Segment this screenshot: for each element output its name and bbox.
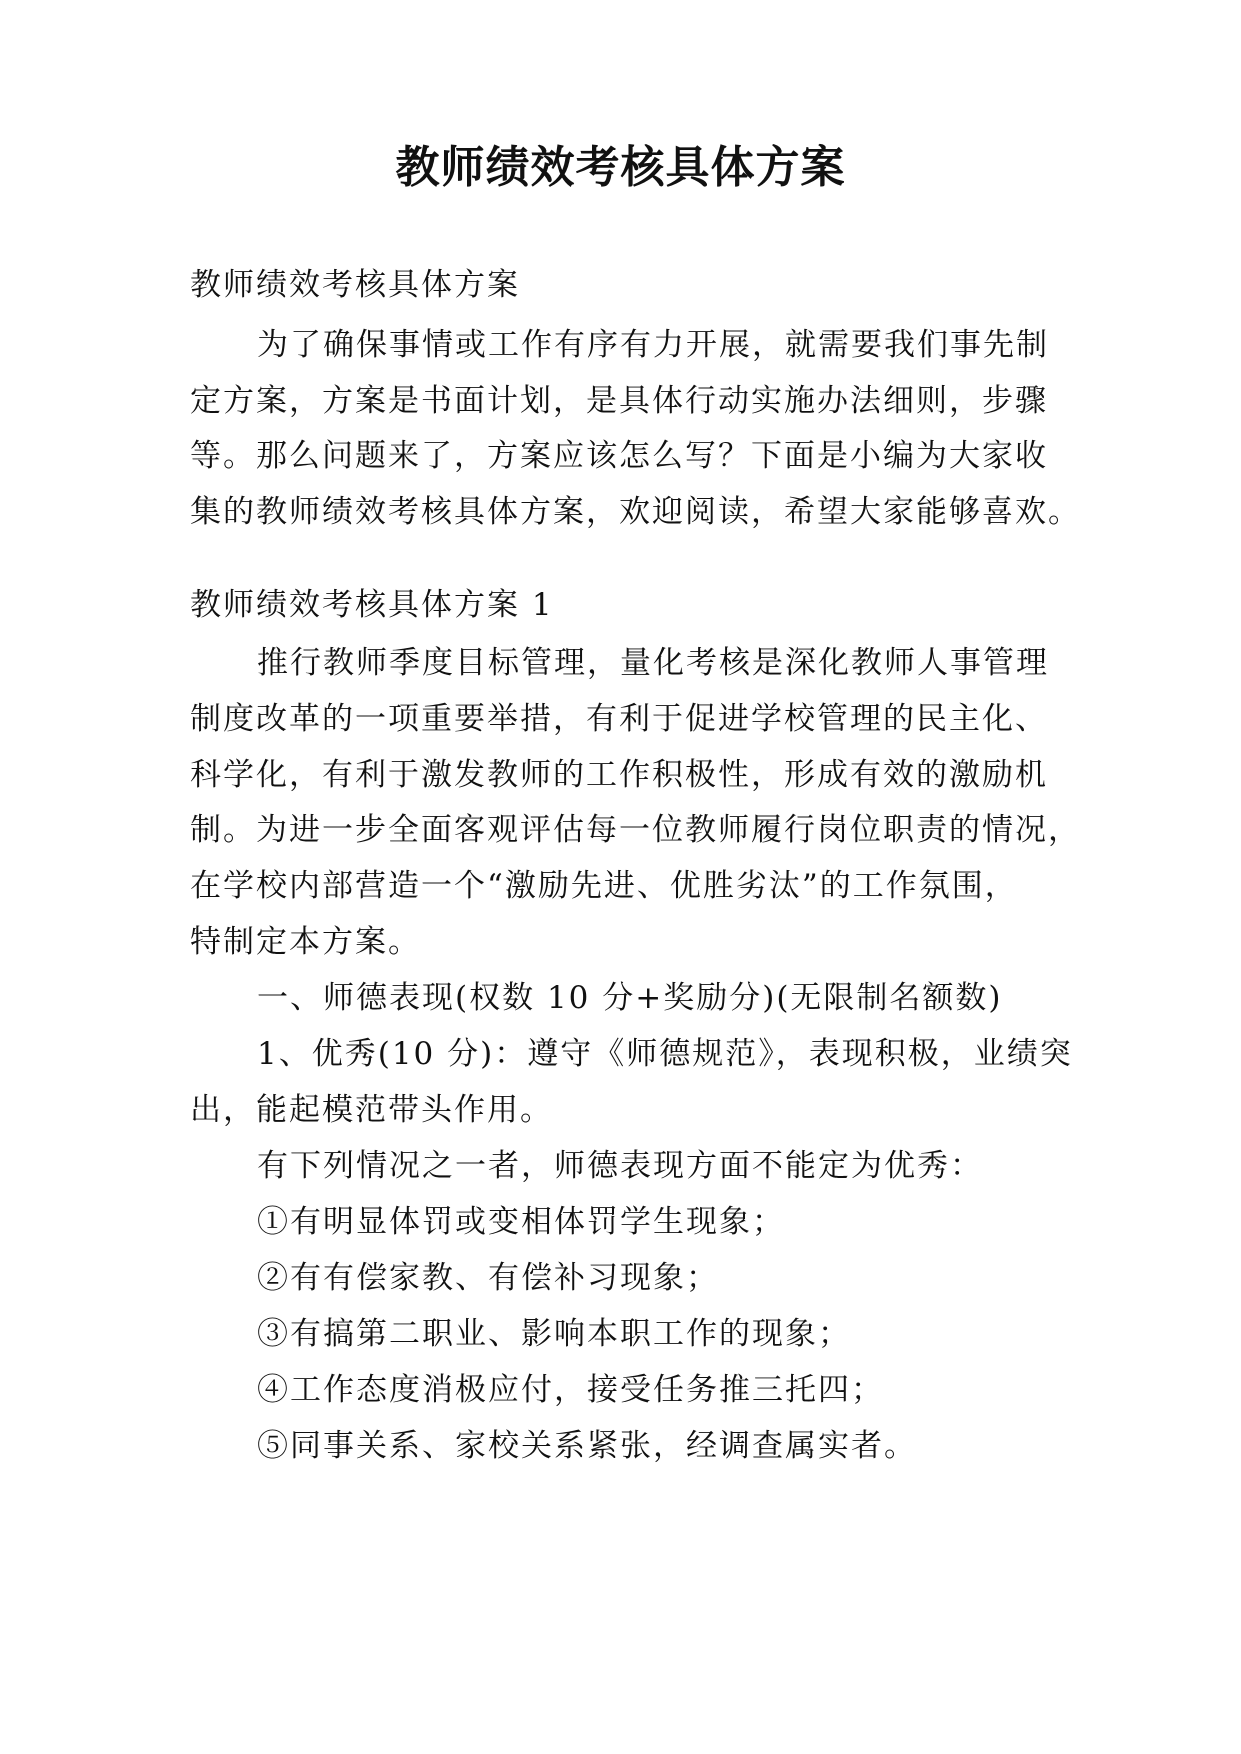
section-heading: 教师绩效考核具体方案 1 (190, 587, 554, 623)
document-title: 教师绩效考核具体方案 (395, 142, 846, 193)
list-item: ④工作态度消极应付，接受任务推三托四； (257, 1372, 884, 1408)
list-item: ③有搞第二职业、影响本职工作的现象； (257, 1316, 851, 1352)
list-item: ⑤同事关系、家校关系紧张，经调查属实者。 (257, 1428, 917, 1464)
paragraph-line: 在学校内部营造一个“激励先进、优胜劣汰”的工作氛围， (190, 868, 1018, 904)
paragraph-line: 有下列情况之一者，师德表现方面不能定为优秀： (257, 1148, 983, 1184)
paragraph-line: 特制定本方案。 (190, 924, 421, 960)
paragraph-line: 集的教师绩效考核具体方案，欢迎阅读，希望大家能够喜欢。 (190, 494, 1081, 530)
section-heading: 教师绩效考核具体方案 (190, 267, 520, 303)
subheading: 一、师德表现(权数 10 分+奖励分)(无限制名额数) (257, 980, 1003, 1016)
paragraph-line: 制。为进一步全面客观评估每一位教师履行岗位职责的情况， (190, 812, 1081, 848)
paragraph-line: 科学化，有利于激发教师的工作积极性，形成有效的激励机 (190, 757, 1048, 793)
paragraph-line: 为了确保事情或工作有序有力开展，就需要我们事先制 (257, 327, 1049, 363)
paragraph-line: 1、优秀(10 分)：遵守《师德规范》，表现积极，业绩突 (257, 1036, 1073, 1072)
paragraph-line: 制度改革的一项重要举措，有利于促进学校管理的民主化、 (190, 701, 1048, 737)
list-item: ①有明显体罚或变相体罚学生现象； (257, 1204, 785, 1240)
paragraph-line: 出，能起模范带头作用。 (190, 1092, 553, 1128)
paragraph-line: 定方案，方案是书面计划，是具体行动实施办法细则，步骤 (190, 383, 1048, 419)
list-item: ②有有偿家教、有偿补习现象； (257, 1260, 719, 1296)
paragraph-line: 推行教师季度目标管理，量化考核是深化教师人事管理 (257, 645, 1049, 681)
paragraph-line: 等。那么问题来了，方案应该怎么写？下面是小编为大家收 (190, 438, 1048, 474)
